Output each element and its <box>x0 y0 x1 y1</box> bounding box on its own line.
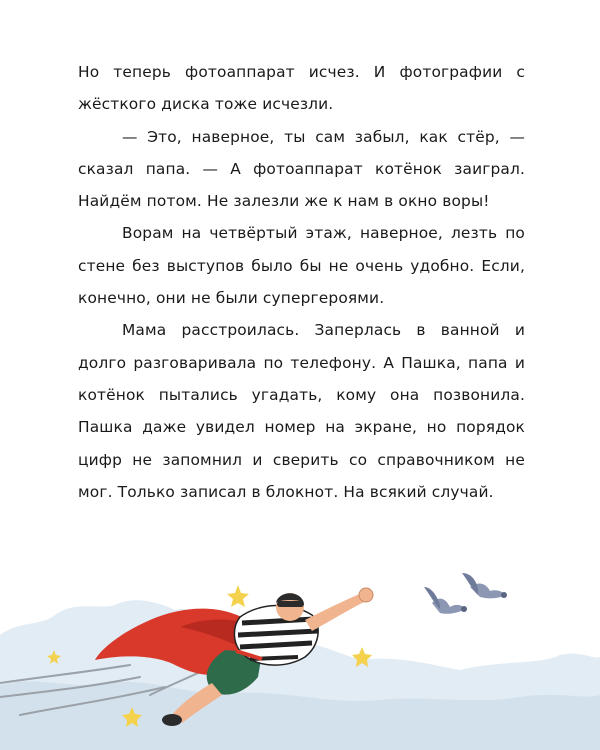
bird-icon <box>424 587 467 614</box>
paragraph-2: — Это, наверное, ты сам забыл, как стёр, — сказал папа. — А фотоаппарат котёнок заиграл. Найдём потом. Не залезли же к нам в окно воры! <box>78 127 525 211</box>
superhero-illustration <box>0 565 600 750</box>
paragraph-4: Мама расстроилась. Заперлась в ванной и долго разговаривала по телефону. А Пашка, папа и котёнок пытались угадать, кому она позвонила. Пашка даже увидел номер на экране, но порядок цифр не запомнил и сверить со справочником не мог. Только записал в блокнот. На всякий случай. <box>78 321 525 501</box>
bird-icons <box>424 573 507 614</box>
hero-arm <box>305 593 366 631</box>
hero-boot <box>162 714 182 726</box>
paragraph-3: Ворам на четвёртый этаж, наверное, лезть по стене без выступов было бы не очень удобно. Если, конечно, они не были супергероями. <box>78 224 525 308</box>
paragraph-1: Но теперь фотоаппарат исчез. И фотографии с жёсткого диска тоже исчезли. <box>78 63 525 114</box>
hero-fist <box>359 588 373 602</box>
bird-icon <box>462 573 507 598</box>
star-icon <box>227 585 249 607</box>
page-text <box>78 56 525 508</box>
